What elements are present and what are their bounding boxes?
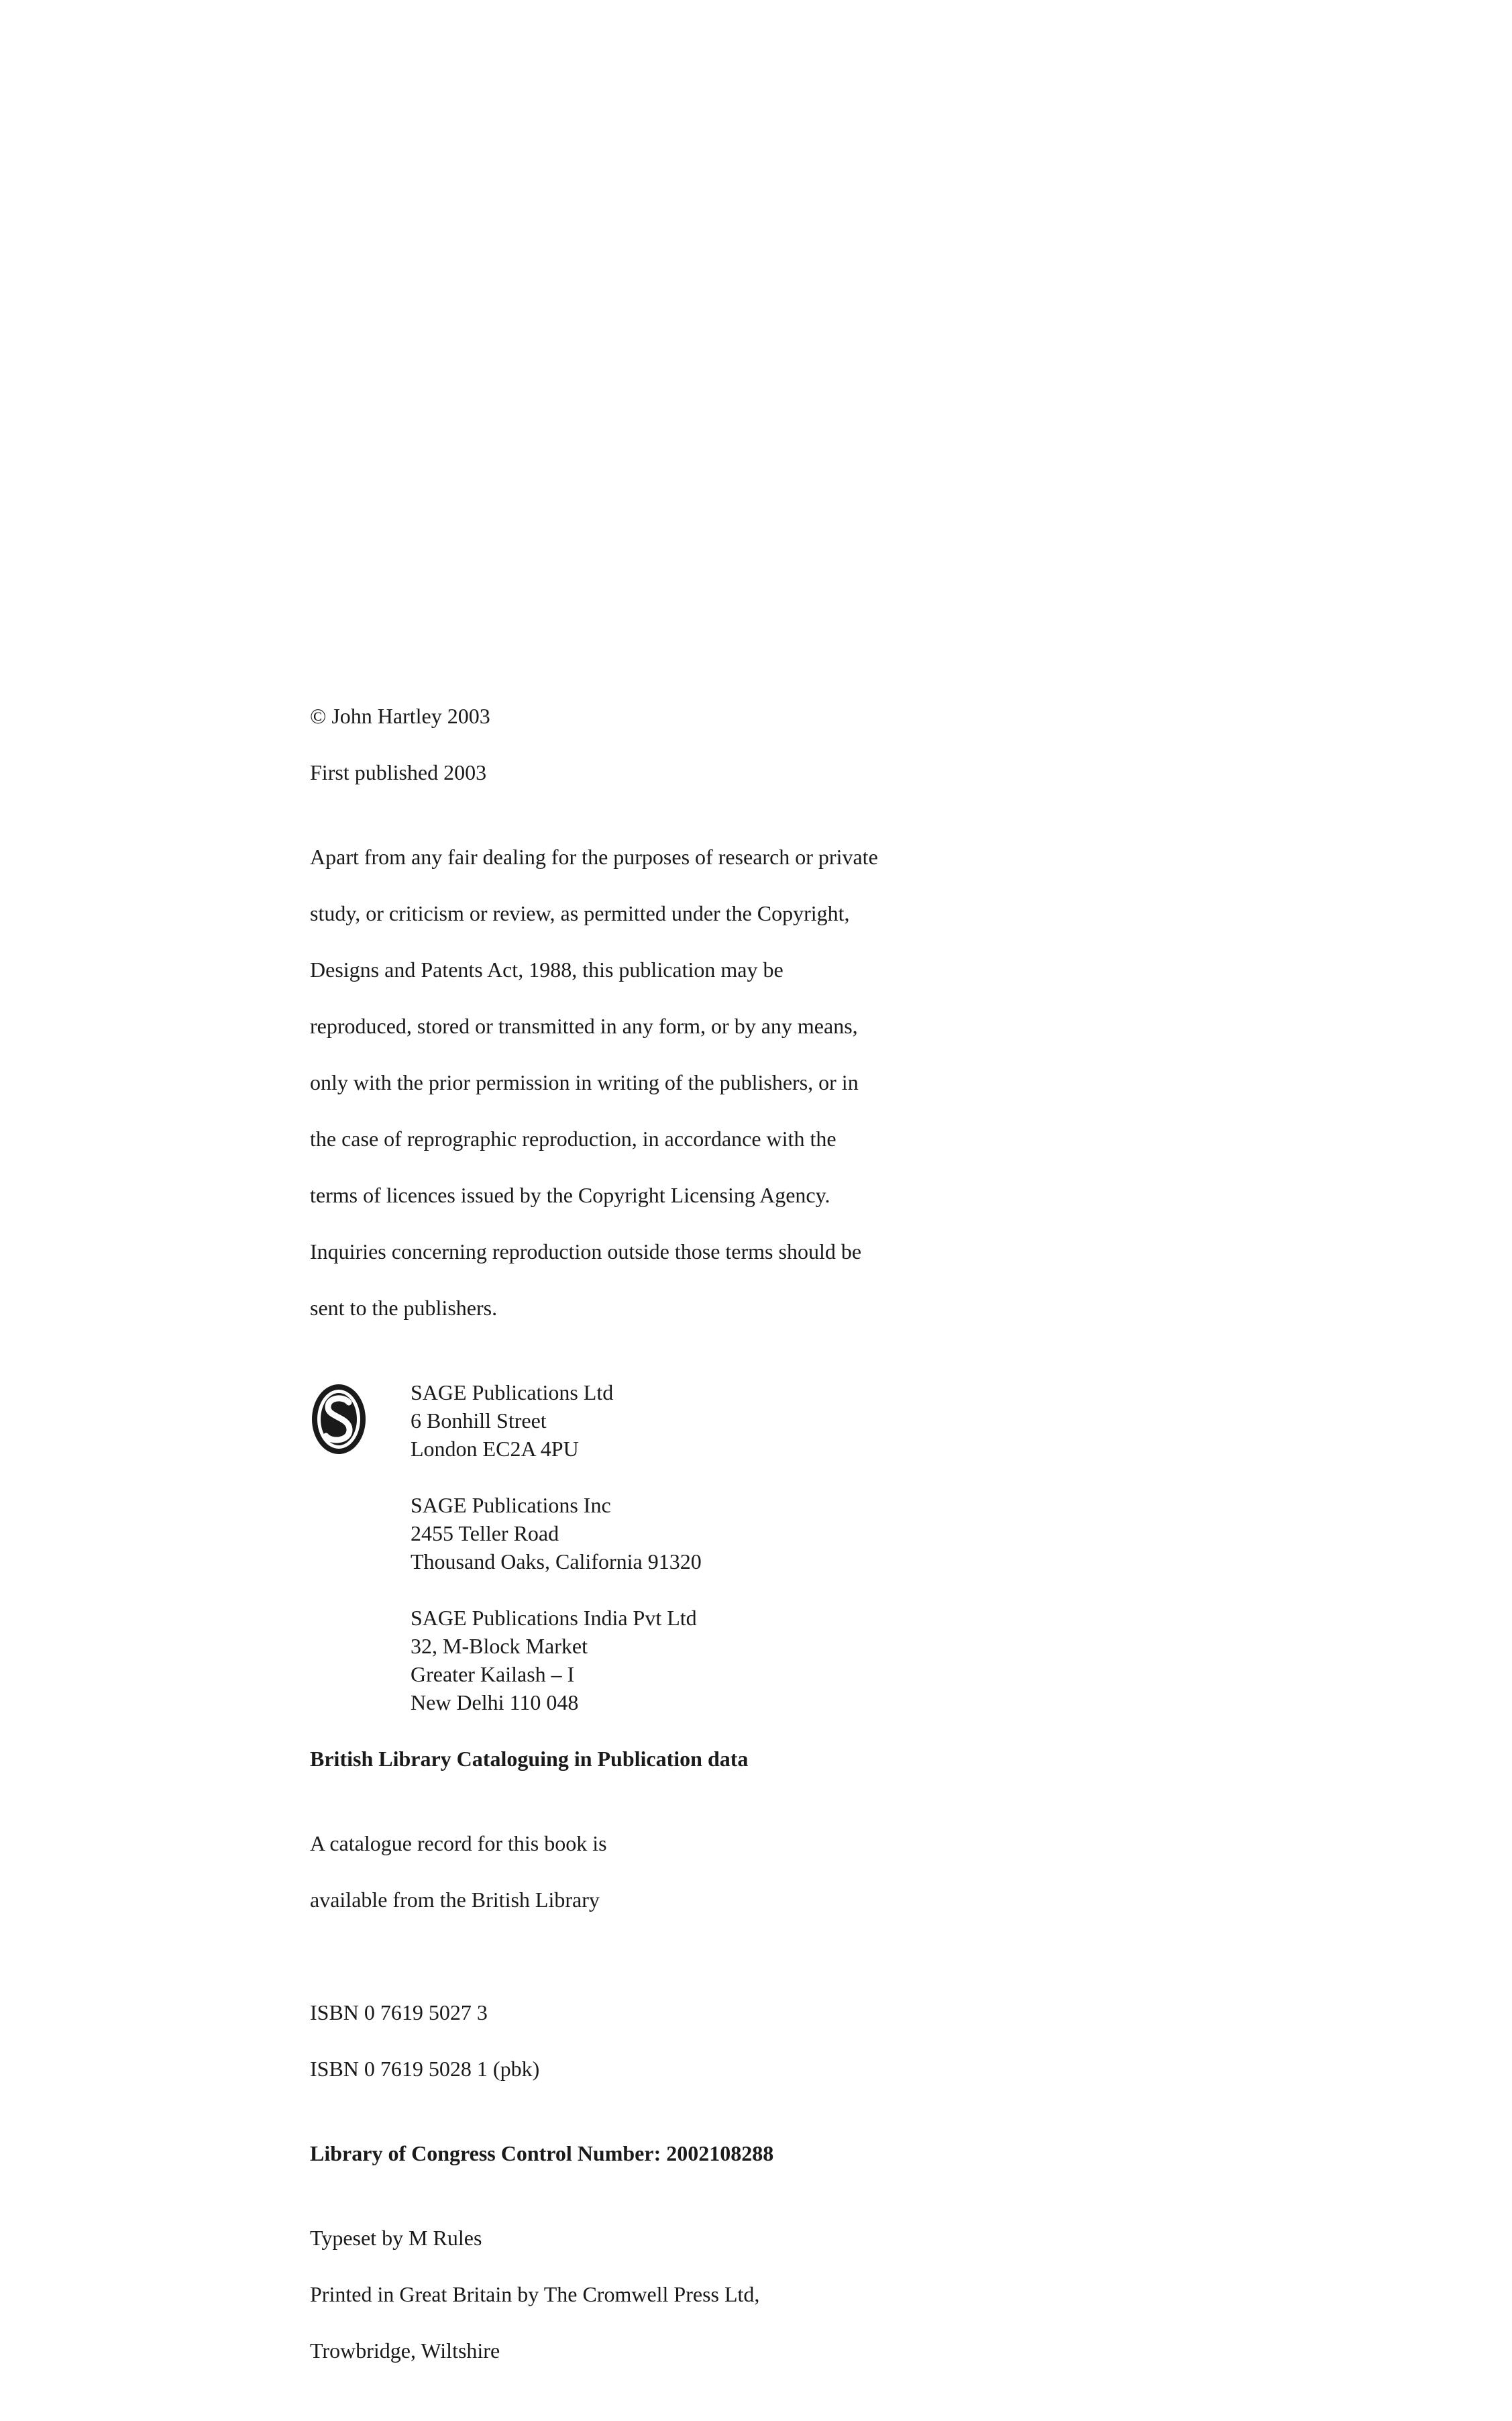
address-line: 2455 Teller Road <box>411 1521 559 1545</box>
isbn-line: ISBN 0 7619 5028 1 (pbk) <box>310 2057 540 2081</box>
isbn-line: ISBN 0 7619 5027 3 <box>310 2000 488 2024</box>
statement-line: terms of licences issued by the Copyright Licensing Agency. <box>310 1183 830 1207</box>
statement-line: Designs and Patents Act, 1988, this publication may be <box>310 958 784 982</box>
address-line: New Delhi 110 048 <box>411 1690 579 1714</box>
first-published: First published 2003 <box>310 760 487 784</box>
cataloguing-heading: British Library Cataloguing in Publication data <box>310 1747 749 1771</box>
sage-logo-icon <box>310 1382 368 1456</box>
publisher-addresses <box>310 1378 1061 1716</box>
copyright-notice: © John Hartley 2003 <box>310 704 490 728</box>
statement-line: study, or criticism or review, as permitted under the Copyright, <box>310 901 850 925</box>
address-line: 32, M-Block Market <box>411 1634 588 1658</box>
address-line: SAGE Publications India Pvt Ltd <box>411 1606 697 1630</box>
production-line: Printed in Great Britain by The Cromwell Press Ltd, <box>310 2282 760 2306</box>
copyright-page <box>310 702 1061 2421</box>
catalogue-line: A catalogue record for this book is <box>310 1831 607 1855</box>
address-line: 6 Bonhill Street <box>411 1408 547 1433</box>
address-line: SAGE Publications Ltd <box>411 1380 614 1404</box>
copyright-statement <box>310 815 1061 1350</box>
address-line: Thousand Oaks, California 91320 <box>411 1549 702 1574</box>
production-line: Trowbridge, Wiltshire <box>310 2338 500 2363</box>
address-line: SAGE Publications Inc <box>411 1493 611 1517</box>
statement-line: the case of reprographic reproduction, in accordance with the <box>310 1127 836 1151</box>
isbn-block <box>310 1970 1061 2111</box>
address-line: London EC2A 4PU <box>411 1437 579 1461</box>
statement-line: Apart from any fair dealing for the purposes of research or private <box>310 845 878 869</box>
statement-line: reproduced, stored or transmitted in any form, or by any means, <box>310 1014 858 1038</box>
statement-line: sent to the publishers. <box>310 1296 498 1320</box>
catalogue-record <box>310 1801 1061 1942</box>
loc-control-number: Library of Congress Control Number: 2002108288 <box>310 2141 774 2165</box>
statement-line: Inquiries concerning reproduction outside those terms should be <box>310 1239 862 1264</box>
publisher-address-uk <box>411 1378 1061 1463</box>
publisher-address-india <box>411 1604 1061 1716</box>
production-line: Typeset by M Rules <box>310 2226 482 2250</box>
publisher-address-us <box>411 1491 1061 1576</box>
production-credits <box>310 2196 1061 2393</box>
catalogue-line: available from the British Library <box>310 1888 600 1912</box>
address-line: Greater Kailash – I <box>411 1662 575 1686</box>
statement-line: only with the prior permission in writing of the publishers, or in <box>310 1070 859 1094</box>
